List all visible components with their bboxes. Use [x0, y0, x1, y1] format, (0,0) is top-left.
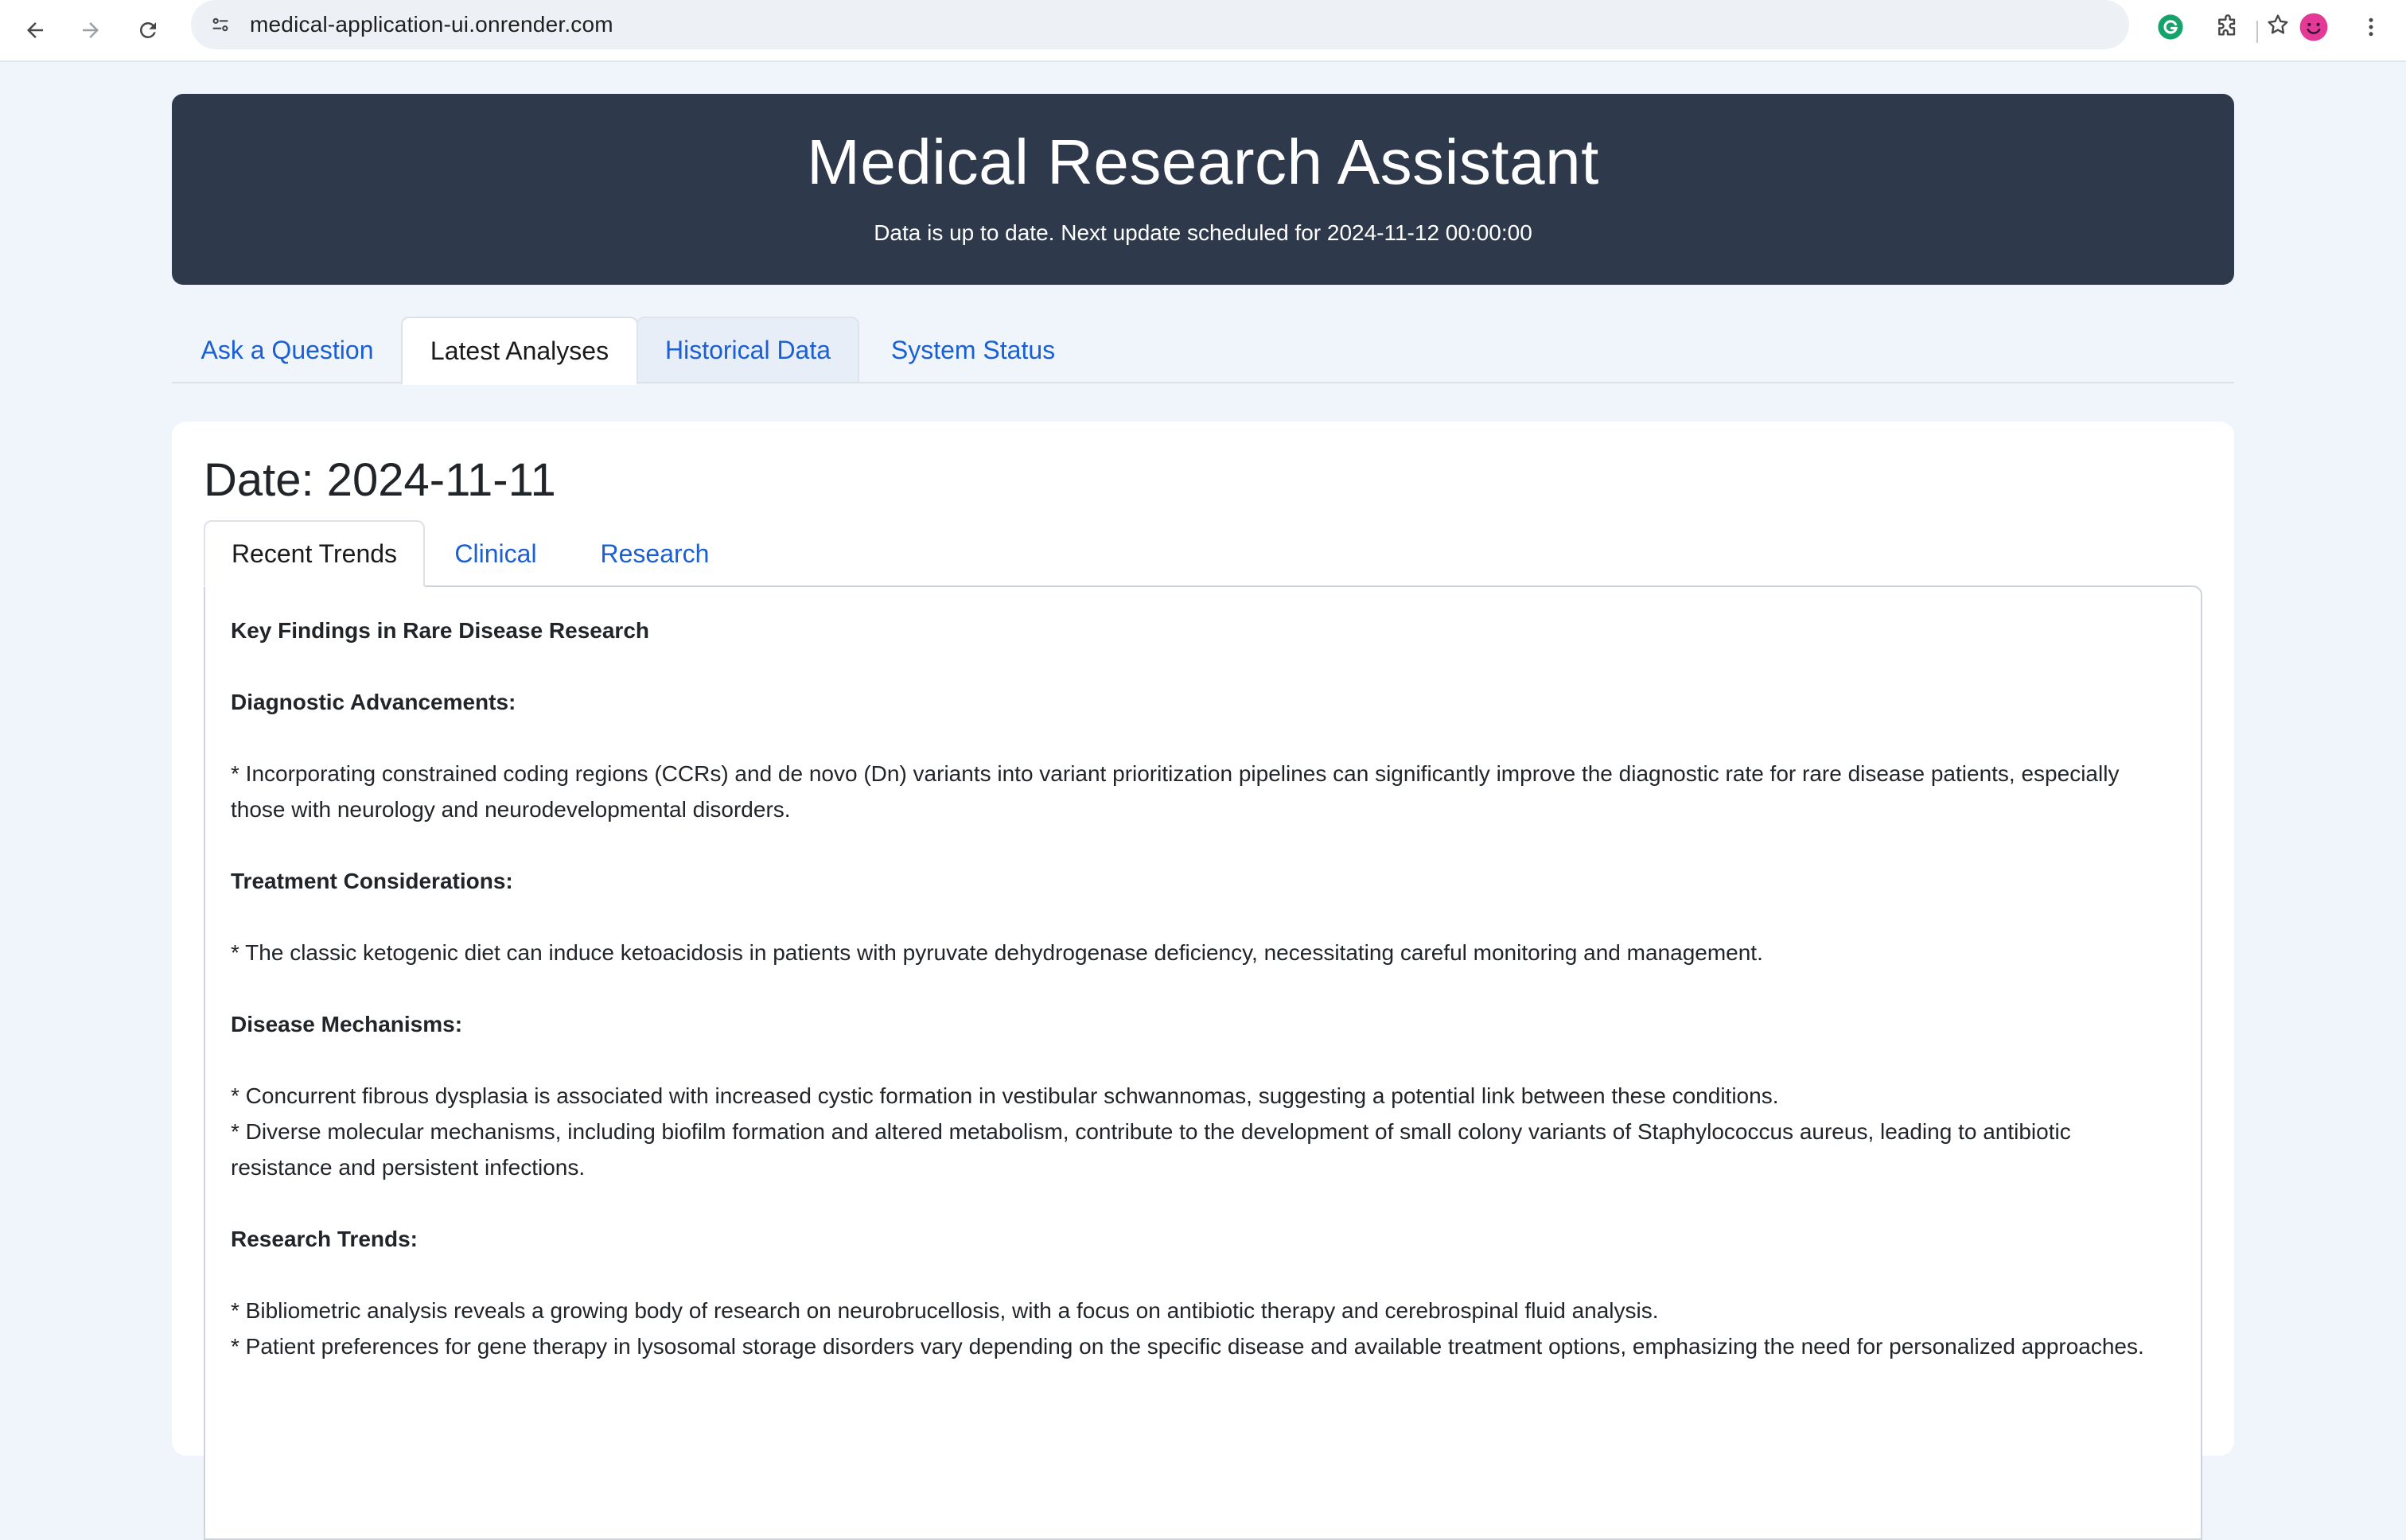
tab-ask-a-question[interactable]: Ask a Question [200, 335, 374, 364]
extensions-puzzle-icon[interactable] [2209, 8, 2247, 46]
app-header [172, 94, 2234, 285]
forward-arrow-icon[interactable] [70, 10, 111, 51]
section-heading: Disease Mechanisms: [231, 1012, 463, 1036]
finding-item: * Concurrent fibrous dysplasia is associated with increased cystic formation in vestibular schwannomas, suggesting a potential link between these conditions. [231, 1083, 1779, 1108]
analysis-title: Key Findings in Rare Disease Research [231, 618, 649, 643]
finding-item: * Incorporating constrained coding regions (CCRs) and de novo (Dn) variants into variant prioritization pipelines can significantly improve the diagnostic rate for rare disease patients, especially those with neurology and neurodevelopmental disorders. [231, 761, 2120, 822]
section-heading: Research Trends: [231, 1227, 418, 1251]
toolbar-divider [2256, 21, 2258, 43]
analysis-content [231, 612, 2172, 1364]
tab-historical-data[interactable]: Historical Data [637, 317, 859, 383]
browser-toolbar [0, 0, 2406, 62]
finding-item: * The classic ketogenic diet can induce ketoacidosis in patients with pyruvate dehydrogenase deficiency, necessitating careful monitoring and management. [231, 940, 1763, 965]
finding-item: * Bibliometric analysis reveals a growing body of research on neurobrucellosis, with a focus on antibiotic therapy and cerebrospinal fluid analysis. [231, 1298, 1659, 1323]
address-bar[interactable] [191, 0, 2129, 49]
profile-avatar-icon[interactable] [2295, 8, 2333, 46]
app-title: Medical Research Assistant [807, 126, 1599, 197]
finding-item: * Diverse molecular mechanisms, including biofilm formation and altered metabolism, contribute to the development of small colony variants of Staphylococcus aureus, leading to antibiotic resistance and persistent infections. [231, 1119, 2071, 1180]
url-text[interactable]: medical-application-ui.onrender.com [250, 12, 613, 37]
reload-icon[interactable] [127, 10, 169, 51]
tab-research[interactable]: Research [600, 539, 710, 568]
update-status-text: Data is up to date. Next update scheduled for 2024-11-12 00:00:00 [874, 220, 1532, 245]
grammarly-extension-icon[interactable] [2151, 8, 2190, 46]
main-tabs [172, 317, 2234, 383]
section-heading: Treatment Considerations: [231, 869, 513, 893]
analysis-card [172, 422, 2234, 1456]
tab-system-status[interactable]: System Status [890, 335, 1056, 364]
tab-latest-analyses[interactable]: Latest Analyses [401, 317, 638, 385]
tab-recent-trends[interactable]: Recent Trends [204, 520, 425, 587]
date-heading: Date: 2024-11-11 [204, 454, 556, 506]
section-heading: Diagnostic Advancements: [231, 690, 516, 714]
site-info-icon[interactable] [207, 11, 234, 38]
tab-clinical[interactable]: Clinical [454, 539, 537, 568]
finding-item: * Patient preferences for gene therapy in lysosomal storage disorders vary depending on the specific disease and available treatment options, emphasizing the need for personalized approaches. [231, 1334, 2144, 1359]
analysis-sub-tabs [204, 520, 2202, 587]
back-arrow-icon[interactable] [14, 10, 56, 51]
menu-kebab-icon[interactable] [2352, 8, 2390, 46]
analysis-panel [204, 585, 2202, 1540]
bookmark-star-icon[interactable] [2261, 8, 2295, 41]
